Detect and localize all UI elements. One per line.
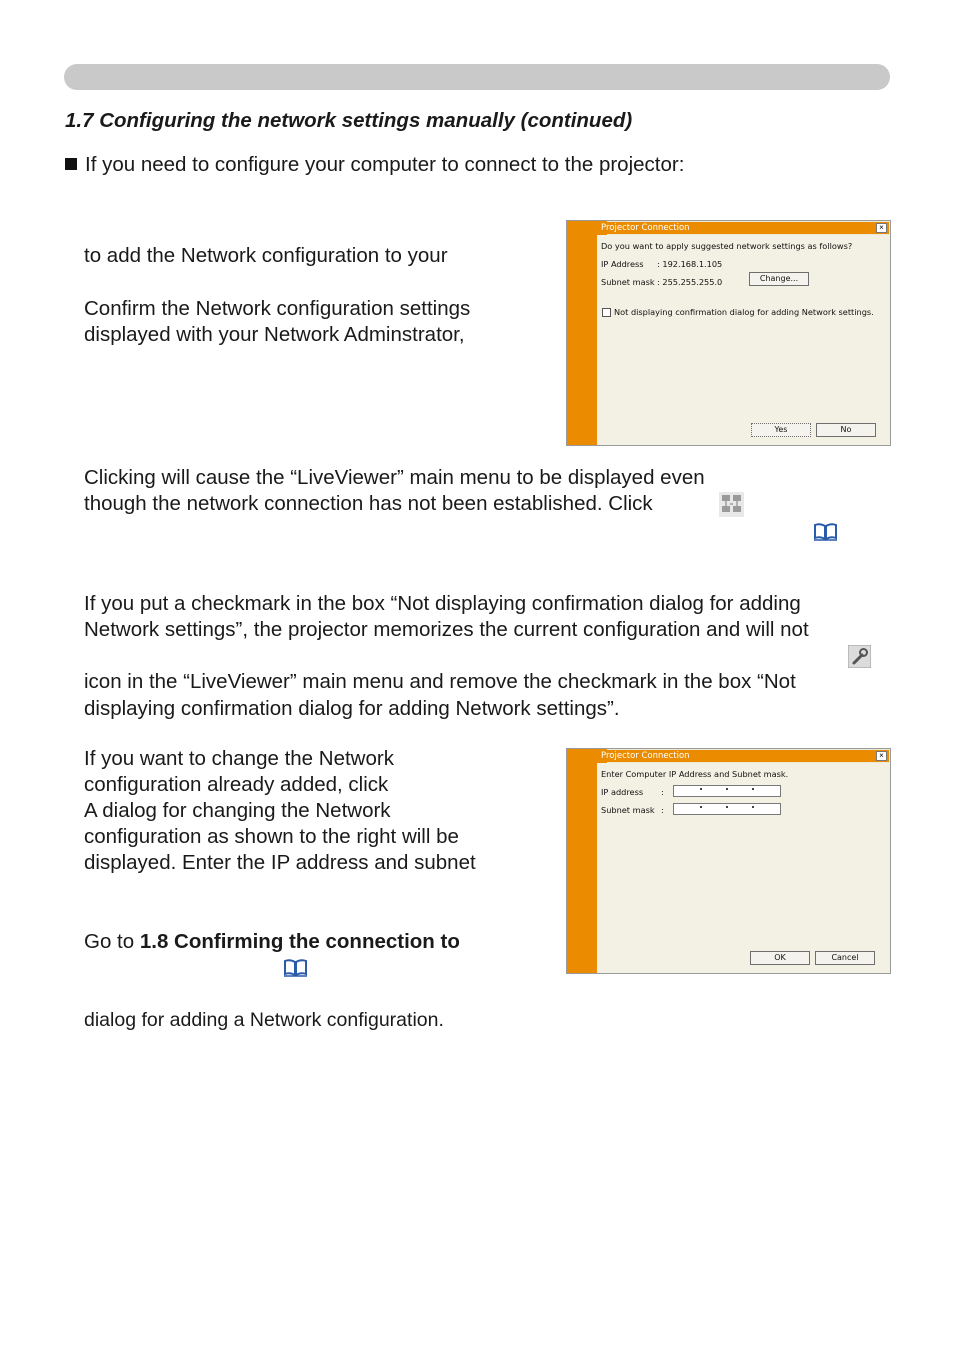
bullet-text: If you need to configure your computer to connect to the projector:	[85, 153, 685, 176]
change-button[interactable]: Change...	[749, 272, 809, 286]
para3-line1: If you put a checkmark in the box “Not displaying confirmation dialog for adding	[84, 592, 801, 615]
yes-button[interactable]: Yes	[751, 423, 811, 437]
section-title: 1.7 Configuring the network settings manually (continued)	[65, 109, 633, 132]
para6-line1: dialog for adding a Network configuration.	[84, 1009, 444, 1031]
para3-line2: Network settings”, the projector memorizes the current configuration and will not	[84, 618, 809, 641]
subnet-label: Subnet mask	[601, 805, 655, 815]
para1-line3: displayed with your Network Adminstrator,	[84, 323, 465, 346]
wrench-icon	[848, 645, 871, 668]
para1-line2: Confirm the Network configuration settings	[84, 297, 471, 320]
subnet-label: Subnet mask	[601, 277, 655, 287]
dialog-instruction: Enter Computer IP Address and Subnet mask.	[601, 769, 789, 779]
ip-value: : 192.168.1.105	[657, 259, 723, 269]
cancel-button[interactable]: Cancel	[815, 951, 875, 965]
ip-dot	[752, 806, 754, 808]
no-button[interactable]: No	[816, 423, 876, 437]
network-icon	[719, 492, 744, 517]
dialog-title: Projector Connection	[597, 222, 889, 234]
para4-line4: configuration as shown to the right will be	[84, 825, 459, 848]
subnet-mask-input[interactable]	[673, 803, 781, 815]
ip-colon: :	[661, 787, 664, 797]
para1-line1: to add the Network configuration to your	[84, 244, 448, 267]
close-icon[interactable]: ×	[876, 223, 887, 233]
para4-line2: configuration already added, click	[84, 773, 389, 796]
para4-line5: displayed. Enter the IP address and subnet	[84, 851, 476, 874]
para3-line3: icon in the “LiveViewer” main menu and remove the checkmark in the box “Not	[84, 670, 796, 693]
para5-line1	[84, 929, 460, 955]
close-icon[interactable]: ×	[876, 751, 887, 761]
bullet-line	[65, 153, 684, 177]
change-network-dialog	[566, 748, 891, 974]
dialog-question: Do you want to apply suggested network settings as follows?	[601, 241, 853, 251]
dialog-body	[597, 763, 890, 973]
dialog-side-stripe	[567, 221, 597, 445]
subnet-colon: :	[661, 805, 664, 815]
para3-line4: displaying confirmation dialog for adding Network settings”.	[84, 697, 620, 720]
ip-label: IP address	[601, 787, 644, 797]
projector-connection-dialog	[566, 220, 891, 446]
para5-prefix: Go to	[84, 930, 140, 953]
para4-line3: A dialog for changing the Network	[84, 799, 391, 822]
subnet-value: : 255.255.255.0	[657, 277, 723, 287]
para5-link[interactable]: 1.8 Confirming the connection to	[139, 930, 460, 953]
checkbox-label: Not displaying confirmation dialog for adding Network settings.	[614, 307, 874, 317]
dialog-title: Projector Connection	[597, 750, 889, 762]
book-icon	[283, 958, 308, 977]
para2-line2: though the network connection has not been established. Click	[84, 492, 653, 515]
dialog-body	[597, 235, 890, 445]
ip-dot	[752, 788, 754, 790]
ip-dot	[726, 806, 728, 808]
not-displaying-checkbox[interactable]	[602, 308, 611, 317]
para2-line1: Clicking will cause the “LiveViewer” main menu to be displayed even	[84, 466, 705, 489]
bullet-square-icon	[65, 158, 77, 170]
book-icon	[813, 522, 838, 541]
ip-dot	[700, 788, 702, 790]
para4-line1: If you want to change the Network	[84, 747, 394, 770]
dialog-side-stripe	[567, 749, 597, 973]
ip-address-input[interactable]	[673, 785, 781, 797]
ok-button[interactable]: OK	[750, 951, 810, 965]
header-bar	[64, 64, 890, 90]
ip-label: IP Address	[601, 259, 644, 269]
ip-dot	[700, 806, 702, 808]
ip-dot	[726, 788, 728, 790]
